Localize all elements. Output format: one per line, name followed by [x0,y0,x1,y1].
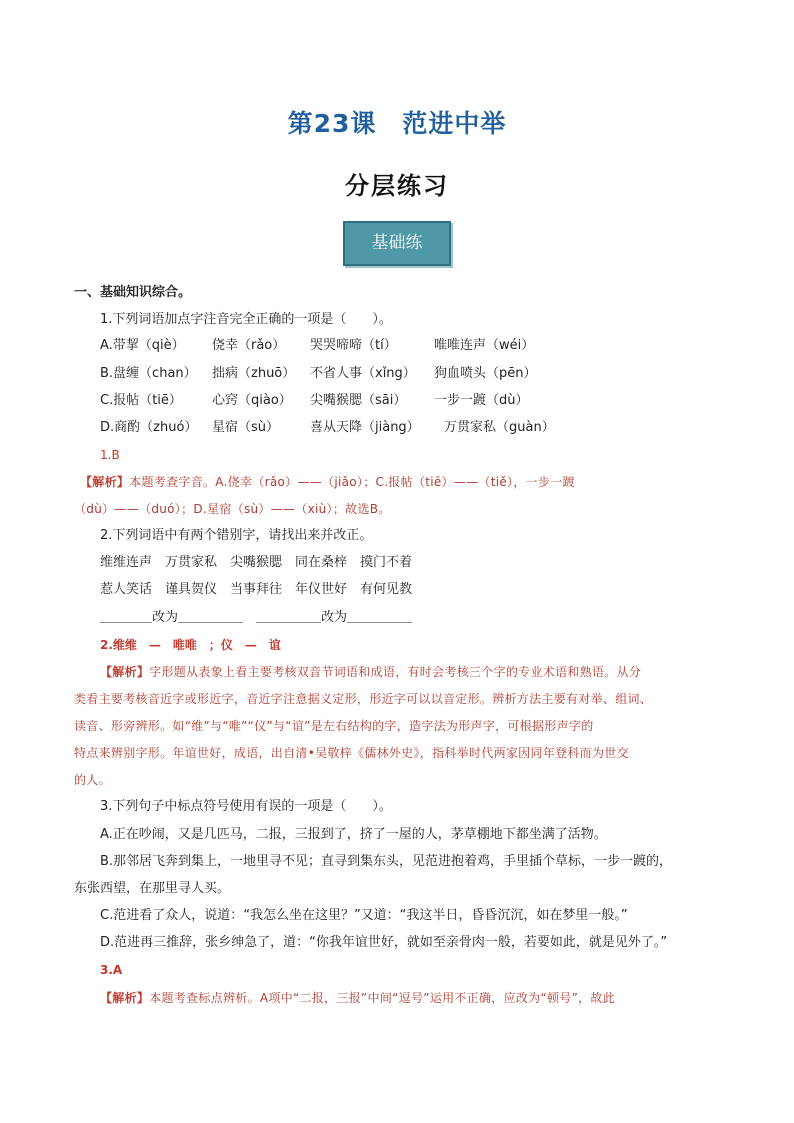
q3-answer: 3.A [100,963,123,977]
level-banner: 基础练 [343,221,451,266]
q1-option-d: D.商酌（zhuó） 星宿（sù） 喜从天降（jiàng） 万贯家私（guàn） [100,420,555,435]
q3-stem: 3.下列句子中标点符号使用有误的一项是（ ）。 [100,799,392,814]
section-title: 一、基础知识综合。 [74,285,192,300]
q3-option-b-line2: 东张西望，在那里寻人买。 [74,881,231,896]
q3-option-c: C.范进看了众人，说道：“我怎么坐在这里？”又道：“我这半日，昏昏沉沉，如在梦里一般。” [100,908,628,923]
q3-option-b-line1: B.那邻居飞奔到集上，一地里寻不见；直寻到集东头，见范进抱着鸡，手里插个草标，一步一踱的， [100,854,673,869]
lesson-title [0,104,794,140]
q2-answer: 2.维维 — 唯唯 ；仪 — 谊 [100,638,281,652]
q2-explanation-line5: 的人。 [74,773,111,787]
q1-explanation-line1: 【解析】本题考查字音。A.侥幸（rǎo）——（jiǎo）；C.报帖（tiē）——（tiě），一步一踱 [80,475,575,489]
q1-explanation-line2: （dù）——（duó）；D.星宿（sù）——（xiù）；故选B。 [74,502,391,516]
q1-option-a: A.带挈（qiè） 侥幸（rǎo） 哭哭啼啼（tí） 唯唯连声（wéi） [100,338,535,353]
q3-option-a: A.正在吵闹，又是几匹马，二报，三报到了，挤了一屋的人，茅草棚地下都坐满了活物。 [100,827,607,842]
q2-explanation-line4: 特点来辨别字形。年谊世好，成语，出自清•吴敬梓《儒林外史》，指科举时代两家因同年登科而为世交 [74,746,629,760]
page-subtitle: 分层练习 [345,172,449,200]
q3-explanation-line1: 【解析】本题考查标点辨析。A项中“二报，三报”中间“逗号”运用不正确，应改为“顿号”，故此 [100,991,616,1005]
q2-words-row1: 维维连声 万贯家私 尖嘴猴腮 同在桑梓 摸门不着 [100,555,413,570]
lesson-number: 第23课 [287,109,377,138]
q1-option-c: C.报帖（tiē） 心窍（qiào） 尖嘴猴腮（sāi） 一步一踱（dù） [100,393,529,408]
q2-explanation-line1: 【解析】字形题从表象上看主要考核双音节词语和成语，有时会考核三个字的专业术语和熟语。从分 [100,665,642,679]
q1-answer: 1.B [100,448,120,462]
q2-explanation-line3: 读音、形旁辨形。如“维”与“唯”“仪”与“谊”是左右结构的字，造字法为形声字，可根据形声字的 [74,719,594,733]
q2-blank-line: ＿＿＿＿改为＿＿＿＿＿ ＿＿＿＿＿改为＿＿＿＿＿ [100,610,413,625]
q2-words-row2: 惹人笑话 谨具贺仪 当事拜往 年仪世好 有何见教 [100,582,413,597]
q3-option-d: D.范进再三推辞，张乡绅急了，道：“你我年谊世好，就如至亲骨肉一般，若要如此，就是见外了。” [100,935,668,950]
q1-stem: 1.下列词语加点字注音完全正确的一项是（ ）。 [100,312,392,327]
q2-stem: 2.下列词语中有两个错别字，请找出来并改正。 [100,528,373,543]
lesson-name: 范进中举 [402,109,507,138]
q1-option-b: B.盘缠（chan） 拙病（zhuō） 不省人事（xǐng） 狗血喷头（pēn） [100,366,537,381]
q2-explanation-line2: 类看主要考核音近字或形近字，音近字注意据义定形，形近字可以以音定形。辨析方法主要有对举、组词、 [74,692,653,706]
